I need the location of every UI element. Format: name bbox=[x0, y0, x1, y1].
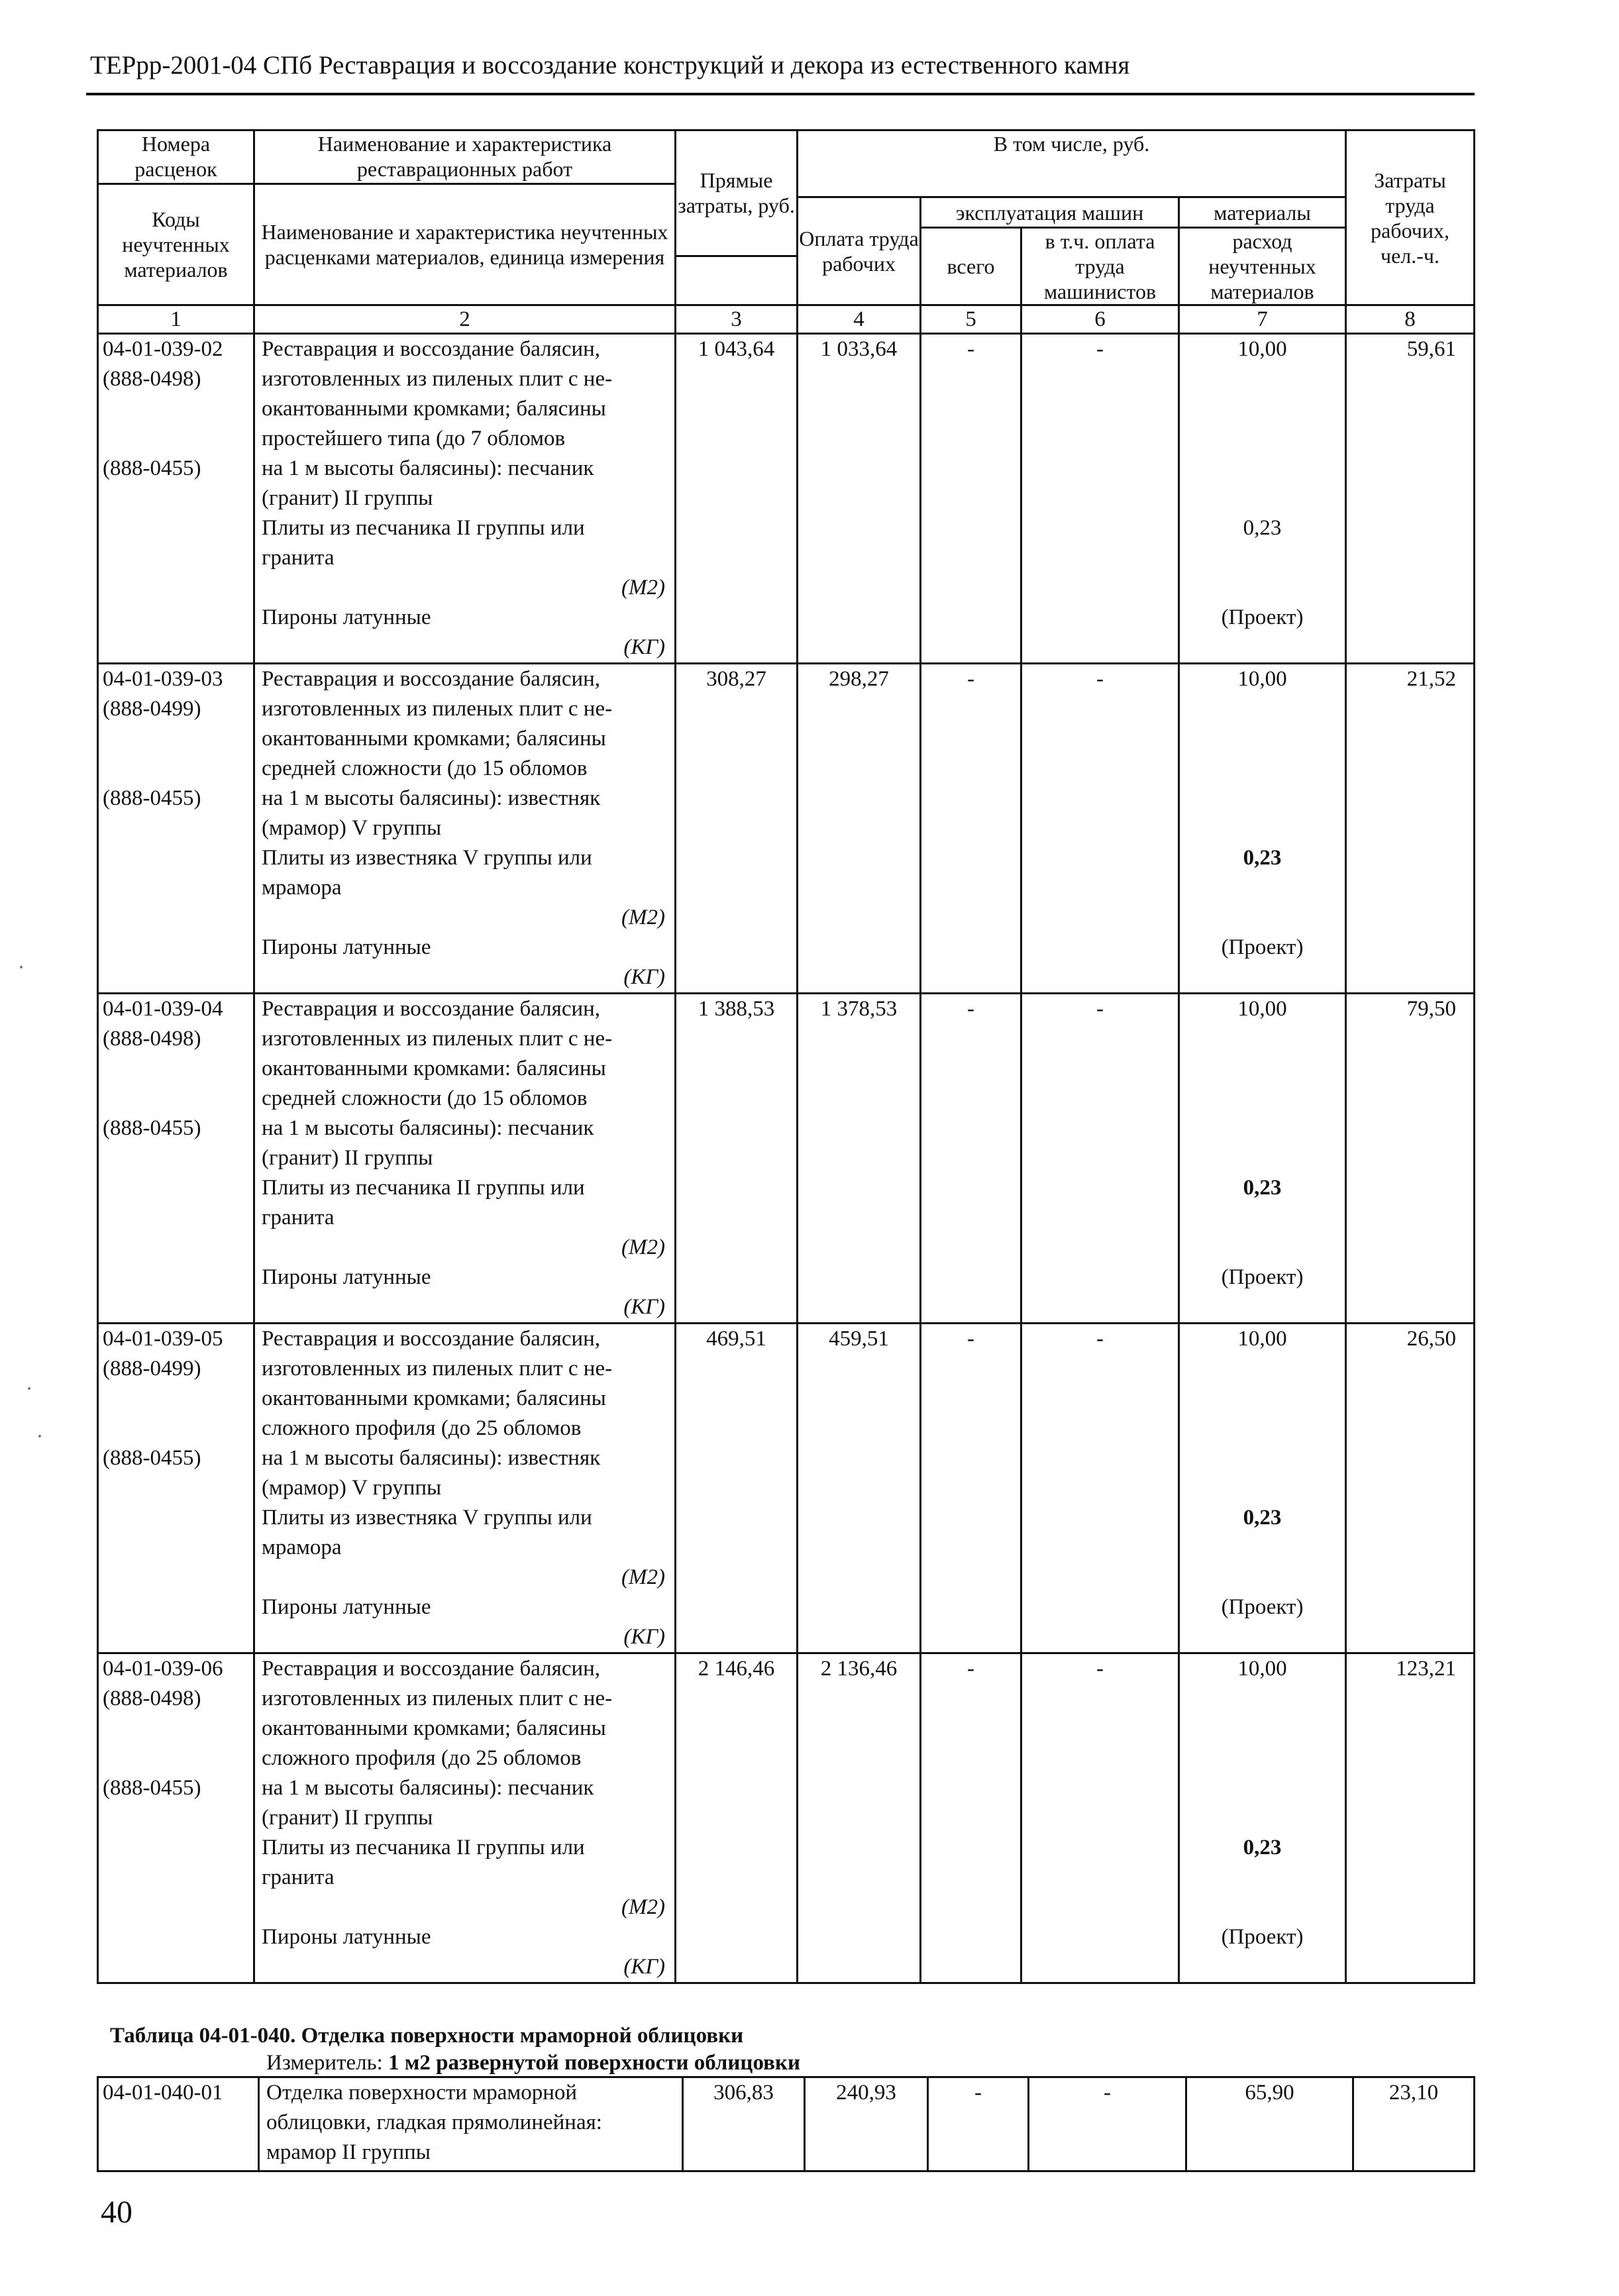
machines-total-value: - bbox=[921, 994, 1021, 1324]
labor-cost-value: 298,27 bbox=[798, 664, 921, 994]
material-consumption: (Проект) bbox=[1221, 1595, 1304, 1619]
column-number: 6 bbox=[1021, 305, 1179, 334]
material-code: (888-0455) bbox=[103, 1116, 201, 1140]
rate-code-cell bbox=[98, 1653, 254, 1983]
rate-code: 04-01-039-03 bbox=[103, 667, 223, 691]
labor-cost-value: 240,93 bbox=[805, 2077, 928, 2171]
column-number: 5 bbox=[921, 305, 1021, 334]
material-code: (888-0499) bbox=[103, 1357, 201, 1381]
rate-code: 04-01-040-01 bbox=[98, 2077, 259, 2171]
material-code: (888-0455) bbox=[103, 1776, 201, 1800]
rate-description-line: (гранит) II группы bbox=[262, 1146, 433, 1170]
header-including: В том числе, руб. bbox=[798, 130, 1346, 197]
material-code: (888-0455) bbox=[103, 1446, 201, 1470]
material-unit: (М2) bbox=[621, 906, 665, 929]
machines-total-value: - bbox=[928, 2077, 1029, 2171]
rate-description-line: мрамор II группы bbox=[266, 2140, 431, 2164]
header-material-codes: Коды неучтенных материалов bbox=[98, 184, 254, 305]
labor-cost-value: 1 378,53 bbox=[798, 994, 921, 1324]
materials-value: 10,00 0,23 (Проект) bbox=[1179, 664, 1346, 994]
material-name: Пироны латунные bbox=[262, 1925, 431, 1949]
rate-description-line: изготовленных из пиленых плит с не- bbox=[262, 1357, 613, 1381]
materials-value: 10,00 0,23 (Проект) bbox=[1179, 1324, 1346, 1653]
header-labor-cost: Оплата труда рабочих bbox=[798, 197, 921, 305]
table-measure bbox=[266, 2051, 800, 2075]
machinists-pay-value: - bbox=[1021, 334, 1179, 664]
material-name: гранита bbox=[262, 546, 335, 570]
materials-value: 10,00 0,23 (Проект) bbox=[1179, 1653, 1346, 1983]
direct-cost-value: 308,27 bbox=[676, 664, 798, 994]
material-name: Плиты из песчаника II группы или bbox=[262, 1176, 585, 1200]
material-code: (888-0455) bbox=[103, 786, 201, 810]
header-rate-numbers: Номера расценок bbox=[98, 130, 254, 184]
material-consumption: 0,23 bbox=[1243, 516, 1282, 540]
material-unit: (М2) bbox=[621, 1565, 665, 1589]
header-materials: материалы bbox=[1179, 197, 1346, 228]
material-unit: (КГ) bbox=[623, 1625, 665, 1649]
rate-description-line: (мрамор) V группы bbox=[262, 816, 442, 840]
material-consumption: 0,23 bbox=[1243, 1176, 1282, 1200]
header-work-name: Наименование и характеристика реставрационных работ bbox=[254, 130, 676, 184]
rate-description-line: окантованными кромками; балясины bbox=[262, 1386, 606, 1410]
rate-code-cell bbox=[98, 1324, 254, 1653]
rate-description-line: изготовленных из пиленых плит с не- bbox=[262, 697, 613, 721]
direct-cost-value: 306,83 bbox=[683, 2077, 805, 2171]
direct-cost-value: 2 146,46 bbox=[676, 1653, 798, 1983]
header-labor-hours: Затраты труда рабочих, чел.-ч. bbox=[1346, 130, 1475, 305]
labor-hours-value: 23,10 bbox=[1353, 2077, 1475, 2171]
machines-total-value: - bbox=[921, 1324, 1021, 1653]
table-row bbox=[98, 334, 1475, 664]
header-direct-cost: Прямые затраты, руб. bbox=[676, 130, 798, 256]
header-direct-cost-spacer bbox=[676, 256, 798, 305]
materials-value: 10,00 0,23 (Проект) bbox=[1179, 994, 1346, 1324]
material-code: (888-0455) bbox=[103, 456, 201, 480]
machinists-pay-value: - bbox=[1029, 2077, 1186, 2171]
materials-value: 65,90 bbox=[1186, 2077, 1353, 2171]
table-caption: Таблица 04-01-040. Отделка поверхности мраморной облицовки bbox=[110, 2024, 744, 2048]
labor-cost-value: 2 136,46 bbox=[798, 1653, 921, 1983]
material-name: Плиты из песчаника II группы или bbox=[262, 1836, 585, 1859]
material-name: мрамора bbox=[262, 1536, 342, 1559]
table-row bbox=[98, 664, 1475, 994]
table-row bbox=[98, 1324, 1475, 1653]
rate-description-line: окантованными кромками; балясины bbox=[262, 397, 606, 421]
rate-description-line: окантованными кромками; балясины bbox=[262, 727, 606, 751]
rate-code: 04-01-039-06 bbox=[103, 1657, 223, 1681]
header-machinists-pay: в т.ч. оплата труда машинистов bbox=[1021, 228, 1179, 305]
material-unit: (КГ) bbox=[623, 965, 665, 989]
material-consumption: (Проект) bbox=[1221, 605, 1304, 629]
scan-speck bbox=[28, 1387, 30, 1390]
header-material-name: Наименование и характеристика неучтенных расценками материалов, единица измерения bbox=[254, 184, 676, 305]
material-unit: (М2) bbox=[621, 1235, 665, 1259]
rate-description-line: (мрамор) V группы bbox=[262, 1476, 442, 1500]
rate-description-line: сложного профиля (до 25 обломов bbox=[262, 1746, 582, 1770]
rate-code-cell bbox=[98, 334, 254, 664]
machinists-pay-value: - bbox=[1021, 1653, 1179, 1983]
material-unit: (КГ) bbox=[623, 1295, 665, 1319]
material-name: Плиты из известняка V группы или bbox=[262, 846, 592, 870]
material-consumption: 0,23 bbox=[1243, 1506, 1282, 1530]
machinists-pay-value: - bbox=[1021, 1324, 1179, 1653]
rate-description-line: сложного профиля (до 25 обломов bbox=[262, 1416, 582, 1440]
rate-description-cell bbox=[254, 1653, 676, 1983]
rate-description-line: изготовленных из пиленых плит с не- bbox=[262, 367, 613, 391]
rate-description-cell bbox=[254, 334, 676, 664]
table-row bbox=[98, 1653, 1475, 1983]
material-consumption: (Проект) bbox=[1221, 1925, 1304, 1949]
column-number: 3 bbox=[676, 305, 798, 334]
rate-description-line: на 1 м высоты балясины): известняк bbox=[262, 786, 601, 810]
material-name: мрамора bbox=[262, 876, 342, 900]
machines-total-value: - bbox=[921, 1653, 1021, 1983]
rate-description-line: окантованными кромками: балясины bbox=[262, 1057, 606, 1080]
rate-description-line: изготовленных из пиленых плит с не- bbox=[262, 1687, 613, 1710]
labor-cost-value: 1 033,64 bbox=[798, 334, 921, 664]
labor-hours-value: 21,52 bbox=[1346, 664, 1475, 994]
material-consumption: (Проект) bbox=[1221, 935, 1304, 959]
rate-description-line: на 1 м высоты балясины): песчаник bbox=[262, 456, 594, 480]
material-code: (888-0498) bbox=[103, 1687, 201, 1710]
direct-cost-value: 1 388,53 bbox=[676, 994, 798, 1324]
page-header-title: ТЕРрр-2001-04 СПб Реставрация и воссоздание конструкций и декора из естественного камня bbox=[90, 51, 1130, 79]
material-name: Пироны латунные bbox=[262, 1265, 431, 1289]
rate-code: 04-01-039-04 bbox=[103, 997, 223, 1021]
header-machines: эксплуатация машин bbox=[921, 197, 1179, 228]
material-unit: (М2) bbox=[621, 576, 665, 600]
labor-hours-value: 123,21 bbox=[1346, 1653, 1475, 1983]
rate-code: 04-01-039-02 bbox=[103, 337, 223, 361]
rate-code-cell bbox=[98, 994, 254, 1324]
page-number: 40 bbox=[101, 2195, 132, 2230]
machinists-pay-value: - bbox=[1021, 664, 1179, 994]
material-unit: (КГ) bbox=[623, 1955, 665, 1979]
rate-description-cell bbox=[254, 994, 676, 1324]
rate-description-cell bbox=[254, 1324, 676, 1653]
rate-description-line: окантованными кромками; балясины bbox=[262, 1716, 606, 1740]
labor-hours-value: 79,50 bbox=[1346, 994, 1475, 1324]
rate-description-line: Реставрация и воссоздание балясин, bbox=[262, 997, 601, 1021]
rate-code: 04-01-039-05 bbox=[103, 1327, 223, 1351]
column-number: 2 bbox=[254, 305, 676, 334]
column-number: 7 bbox=[1179, 305, 1346, 334]
material-name: гранита bbox=[262, 1206, 335, 1229]
rate-description-line: (гранит) II группы bbox=[262, 486, 433, 510]
rate-description-cell bbox=[254, 664, 676, 994]
rate-description-line: средней сложности (до 15 обломов bbox=[262, 1086, 588, 1110]
rate-code-cell bbox=[98, 664, 254, 994]
material-code: (888-0499) bbox=[103, 697, 201, 721]
rate-description-line: Реставрация и воссоздание балясин, bbox=[262, 1657, 601, 1681]
header-divider bbox=[86, 93, 1475, 95]
material-unit: (КГ) bbox=[623, 635, 665, 659]
direct-cost-value: 469,51 bbox=[676, 1324, 798, 1653]
rate-description-line: простейшего типа (до 7 обломов bbox=[262, 427, 566, 450]
material-consumption: 0,23 bbox=[1243, 1836, 1282, 1859]
rate-description-line: средней сложности (до 15 обломов bbox=[262, 757, 588, 780]
header-unaccounted-materials: расход неучтенных материалов bbox=[1179, 228, 1346, 305]
rate-description-line: Отделка поверхности мраморной bbox=[266, 2081, 578, 2105]
scan-speck bbox=[20, 966, 23, 968]
material-name: Плиты из песчаника II группы или bbox=[262, 516, 585, 540]
rate-description-line: на 1 м высоты балясины): песчаник bbox=[262, 1776, 594, 1800]
machines-total-value: - bbox=[921, 664, 1021, 994]
table-row bbox=[98, 994, 1475, 1324]
header-machines-total: всего bbox=[921, 228, 1021, 305]
rate-description-line: Реставрация и воссоздание балясин, bbox=[262, 337, 601, 361]
material-name: Пироны латунные bbox=[262, 1595, 431, 1619]
material-consumption: (Проект) bbox=[1221, 1265, 1304, 1289]
rate-description-line: (гранит) II группы bbox=[262, 1806, 433, 1830]
material-name: Плиты из известняка V группы или bbox=[262, 1506, 592, 1530]
rate-description-line: на 1 м высоты балясины): песчаник bbox=[262, 1116, 594, 1140]
material-consumption: 0,23 bbox=[1243, 846, 1282, 870]
material-name: Пироны латунные bbox=[262, 605, 431, 629]
rates-table-040 bbox=[97, 2076, 1475, 2172]
material-code: (888-0498) bbox=[103, 367, 201, 391]
rates-table bbox=[97, 129, 1475, 1984]
rate-description bbox=[259, 2077, 683, 2171]
measure-label: Измеритель: bbox=[266, 2051, 389, 2075]
material-unit: (М2) bbox=[621, 1895, 665, 1919]
direct-cost-value: 1 043,64 bbox=[676, 334, 798, 664]
material-name: Пироны латунные bbox=[262, 935, 431, 959]
rate-description-line: облицовки, гладкая прямолинейная: bbox=[266, 2111, 602, 2134]
scan-speck bbox=[38, 1435, 41, 1437]
rate-description-line: Реставрация и воссоздание балясин, bbox=[262, 667, 601, 691]
machines-total-value: - bbox=[921, 334, 1021, 664]
column-number: 1 bbox=[98, 305, 254, 334]
rate-description-line: на 1 м высоты балясины): известняк bbox=[262, 1446, 601, 1470]
column-number: 8 bbox=[1346, 305, 1475, 334]
rate-description-line: изготовленных из пиленых плит с не- bbox=[262, 1027, 613, 1051]
rate-description-line: Реставрация и воссоздание балясин, bbox=[262, 1327, 601, 1351]
material-code: (888-0498) bbox=[103, 1027, 201, 1051]
labor-hours-value: 26,50 bbox=[1346, 1324, 1475, 1653]
machinists-pay-value: - bbox=[1021, 994, 1179, 1324]
materials-value: 10,00 0,23 (Проект) bbox=[1179, 334, 1346, 664]
labor-cost-value: 459,51 bbox=[798, 1324, 921, 1653]
measure-value: 1 м2 развернутой поверхности облицовки bbox=[388, 2051, 800, 2075]
material-name: гранита bbox=[262, 1865, 335, 1889]
column-number: 4 bbox=[798, 305, 921, 334]
labor-hours-value: 59,61 bbox=[1346, 334, 1475, 664]
